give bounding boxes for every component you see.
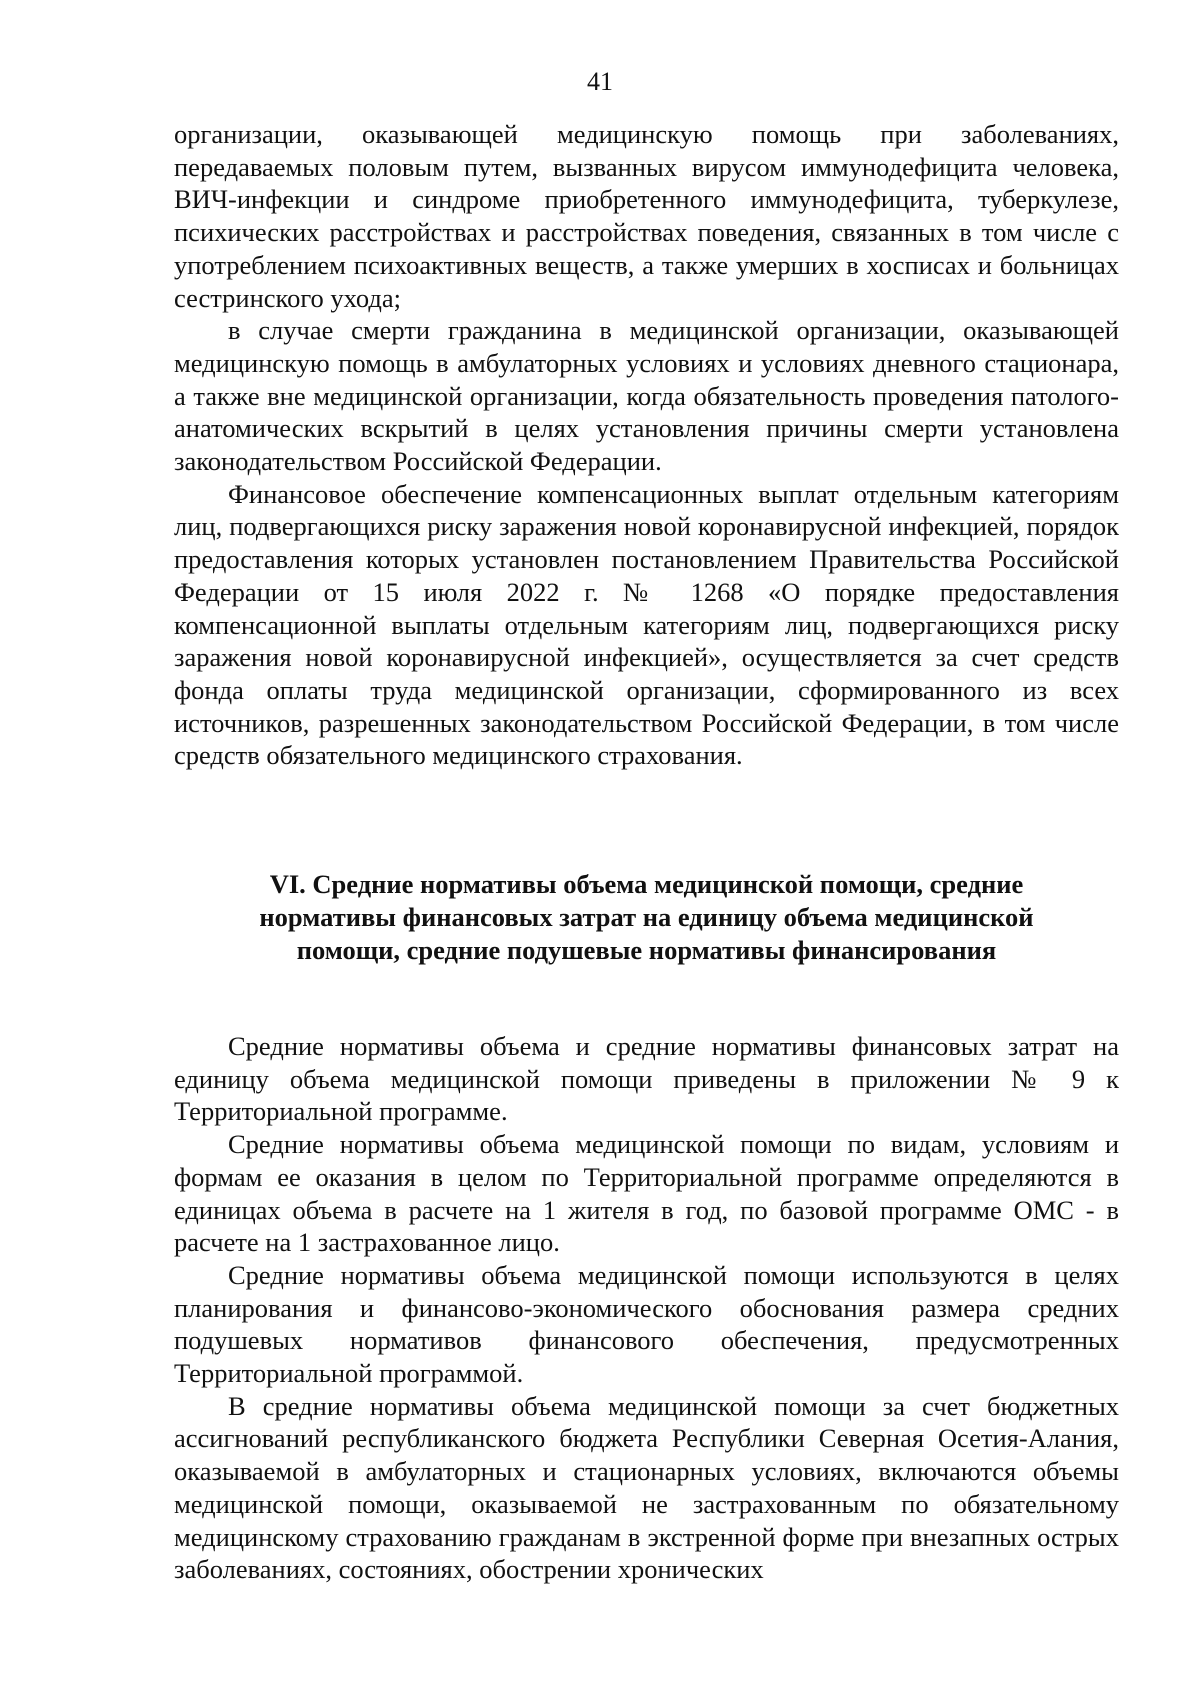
section-heading-line-3: помощи, средние подушевые нормативы финансирования [296,935,997,965]
page-number: 41 [587,67,613,96]
paragraph-norms-per-resident: Средние нормативы объема медицинской помощи по видам, условиям и формам ее оказания в целом по Территориальной программе определяются в единицах объема в расчете на 1 жителя в год, по базовой программе ОМС - в расчете на 1 застрахованное лицо. [174,1129,1119,1258]
section-heading-line-1: VI. Средние нормативы объема медицинской помощи, средние [269,869,1024,899]
paragraph-compensation: Финансовое обеспечение компенсационных выплат отдельным категориям лиц, подвергающихся риску заражения новой коронавирусной инфекцией, порядок предоставления которых установлен постановлением Правительства Российской Федерации от 15 июля 2022 г. № 1268 «О порядке предоставления компенсационной выплаты отдельным категориям лиц, подвергающихся риску заражения новой коронавирусной инфекцией», осуществляется за счет средств фонда оплаты труда медицинской организации, сформированного из всех источников, разрешенных законодательством Российской Федерации, в том числе средств обязательного медицинского страхования. [174,478,1119,771]
paragraph-death-case: в случае смерти гражданина в медицинской организации, оказывающей медицинскую помощь в амбулаторных условиях и условиях дневного стационара, а также вне медицинской организации, когда обязательность проведения патолого-анатомических вскрытий в целях установления причины смерти установлена законодательством Российской Федерации. [174,315,1119,477]
paragraph-norms-appendix: Средние нормативы объема и средние нормативы финансовых затрат на единицу объема медицинской помощи приведены в приложении № 9 к Территориальной программе. [174,1031,1119,1127]
section-heading [174,868,1119,967]
section-heading-line-2: нормативы финансовых затрат на единицу объема медицинской [259,902,1034,932]
paragraph-norms-planning: Средние нормативы объема медицинской помощи используются в целях планирования и финансово-экономического обоснования размера средних подушевых нормативов финансового обеспечения, предусмотренных Территориальной программой. [174,1259,1119,1389]
paragraph-continuation: организации, оказывающей медицинскую помощь при заболеваниях, передаваемых половым путем, вызванных вирусом иммунодефицита человека, ВИЧ-инфекции и синдроме приобретенного иммунодефицита, туберкулезе, психических расстройствах и расстройствах поведения, связанных в том числе с употреблением психоактивных веществ, а также умерших в хосписах и больницах сестринского ухода; [174,119,1119,313]
paragraph-norms-budget: В средние нормативы объема медицинской помощи за счет бюджетных ассигнований республиканского бюджета Республики Северная Осетия-Алания, оказываемой в амбулаторных и стационарных условиях, включаются объемы медицинской помощи, оказываемой не застрахованным по обязательному медицинскому страхованию гражданам в экстренной форме при внезапных острых заболеваниях, состояниях, обострении хронических [174,1390,1119,1585]
top-text-block [174,118,1119,772]
bottom-text-block [174,1030,1119,1586]
